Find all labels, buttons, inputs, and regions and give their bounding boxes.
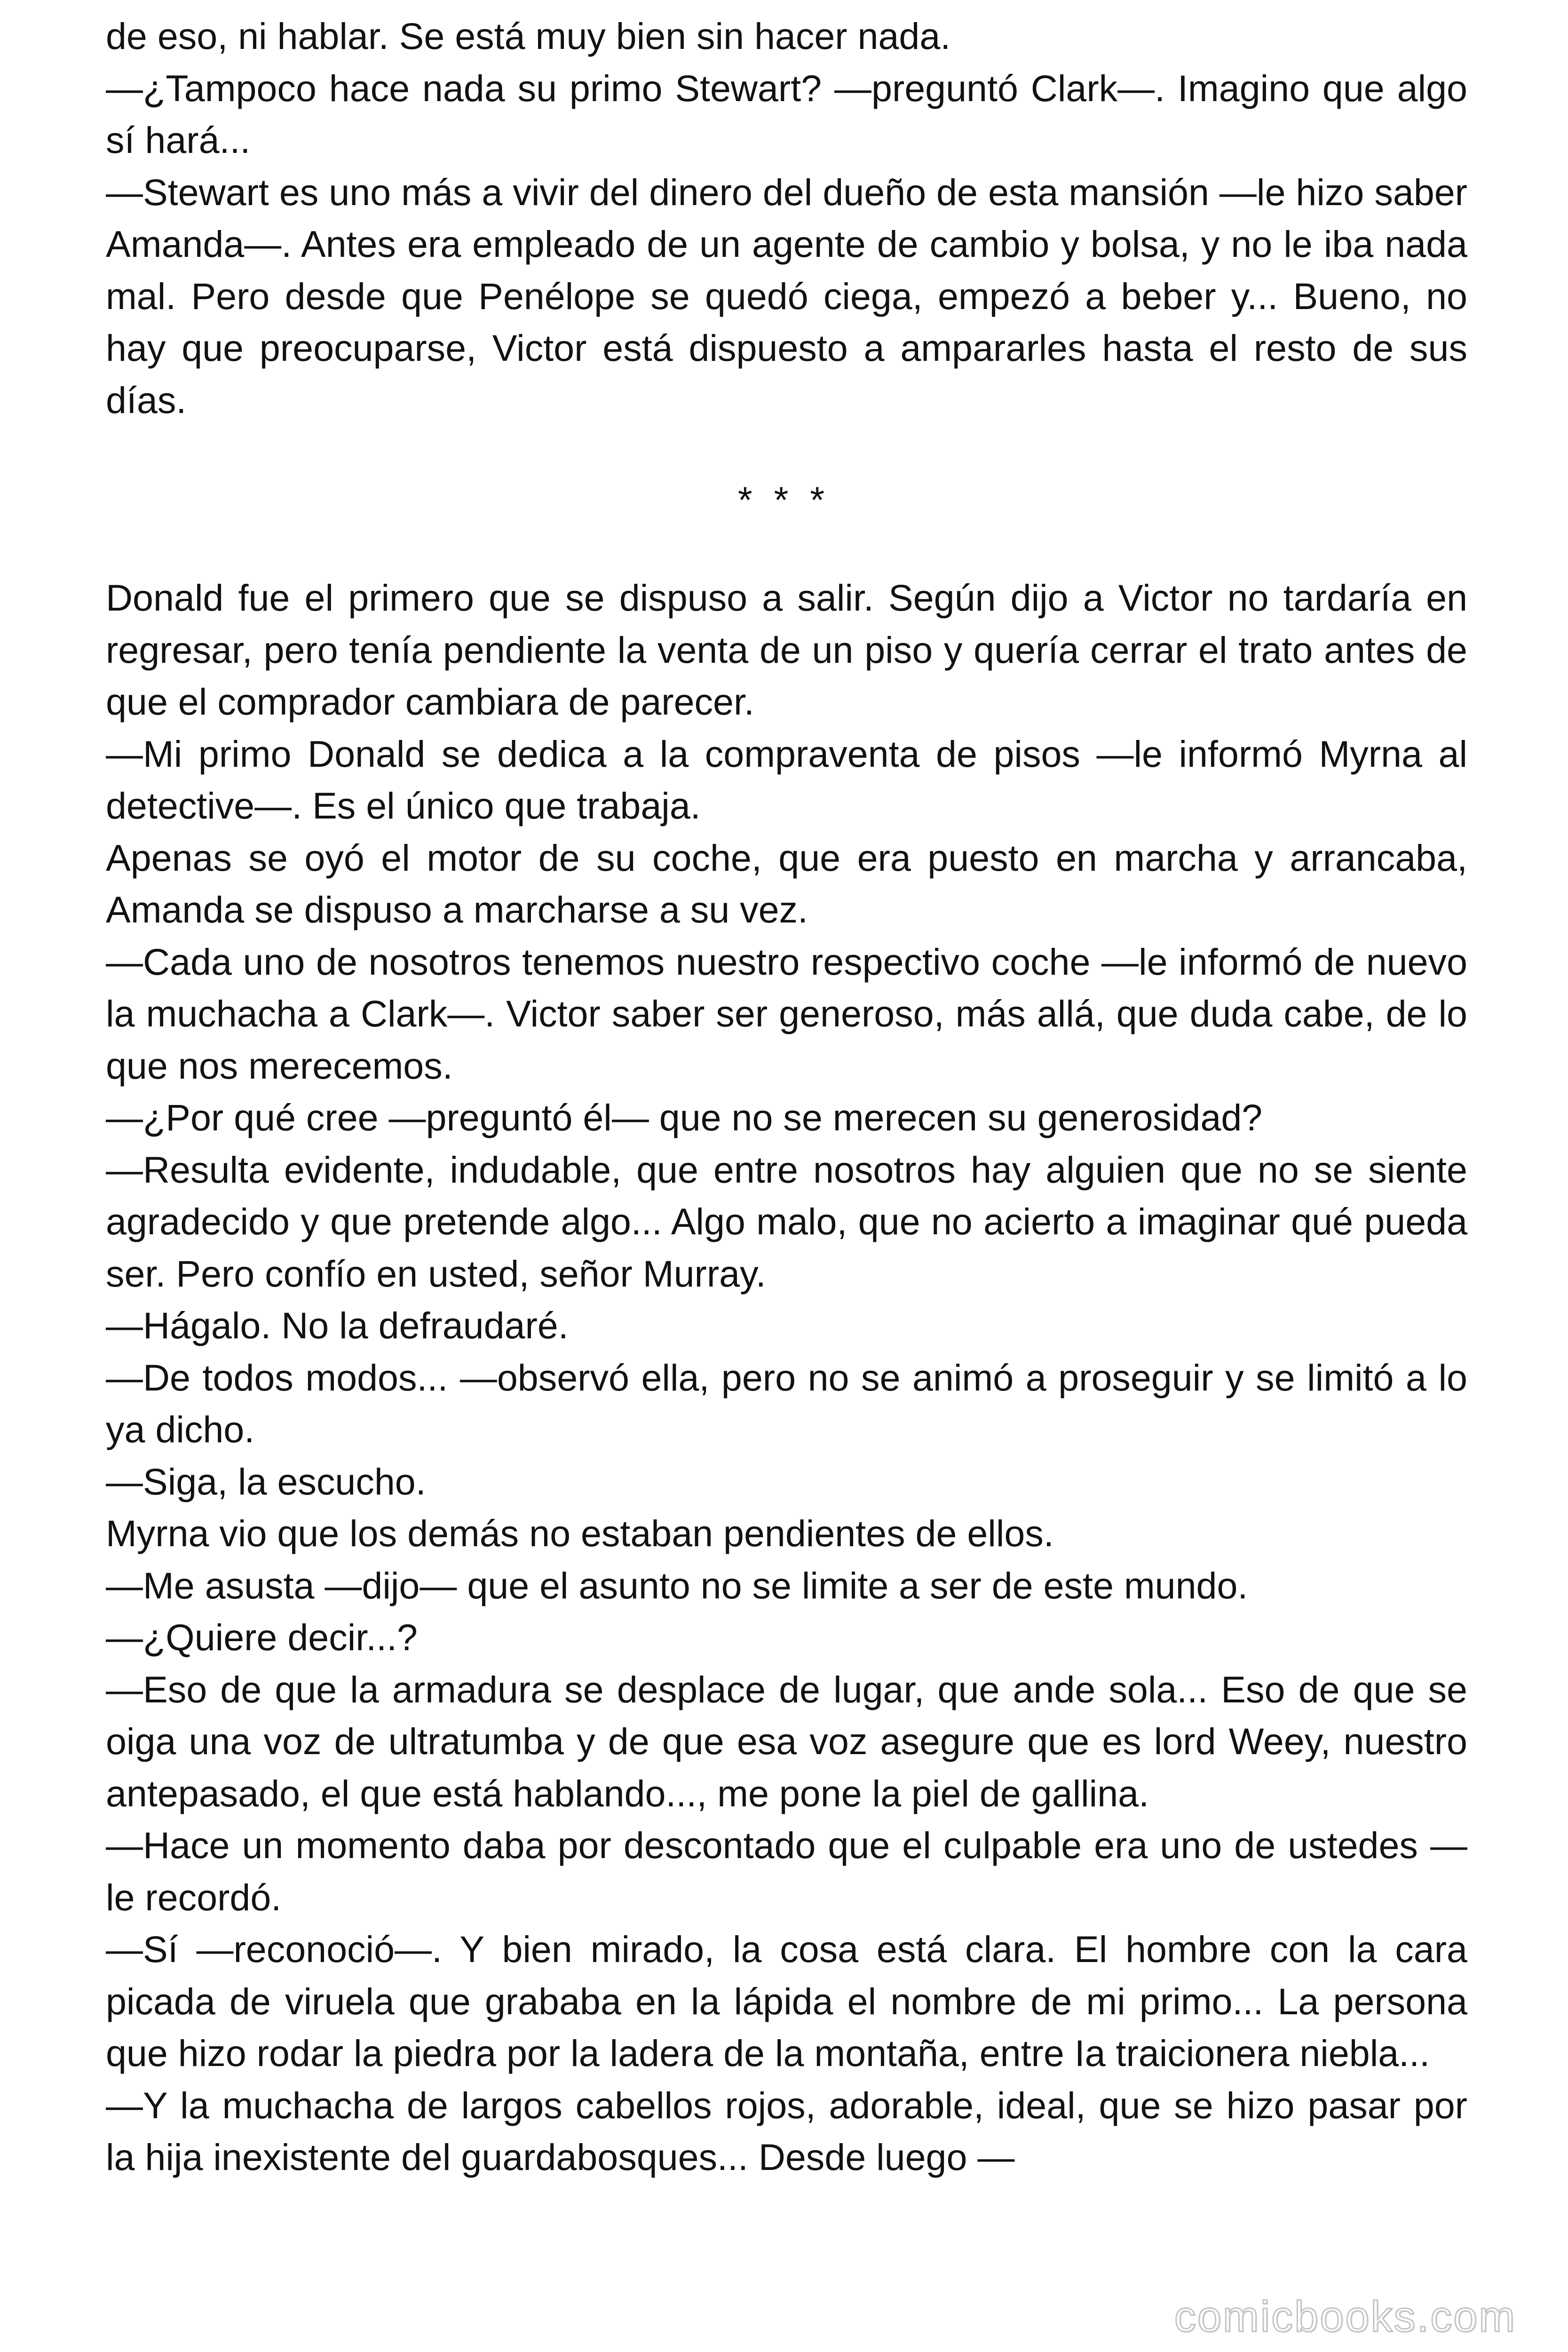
paragraph: —Hace un momento daba por descontado que el culpable era uno de ustedes —le recordó.: [106, 1824, 1467, 1918]
paragraph: —¿Quiere decir...?: [106, 1616, 418, 1658]
paragraph: —De todos modos... —observó ella, pero no se animó a proseguir y se limitó a lo ya dicho.: [106, 1356, 1467, 1450]
paragraph: —Stewart es uno más a vivir del dinero del dueño de esta mansión —le hizo saber Amanda—. Antes era empleado de un agente de cambio y bolsa, y no le iba nada mal. Pero desde que Penélope se quedó ciega, empezó a beber y... Bueno, no hay que preocuparse, Victor está dispuesto a ampararles hasta el resto de sus días.: [106, 171, 1467, 421]
paragraph: —Mi primo Donald se dedica a la compraventa de pisos —le informó Myrna al detective—. Es el único que trabaja.: [106, 732, 1467, 826]
paragraph: —Resulta evidente, indudable, que entre nosotros hay alguien que no se siente agradecido y que pretende algo... Algo malo, que no acierto a imaginar qué pueda ser. Pero confío en usted, señor Murray.: [106, 1148, 1467, 1295]
watermark: comicbooks.com: [1174, 2293, 1516, 2341]
paragraph: —Y la muchacha de largos cabellos rojos, adorable, ideal, que se hizo pasar por la hija inexistente del guardabosques... Desde luego —: [106, 2084, 1467, 2178]
paragraph: de eso, ni hablar. Se está muy bien sin hacer nada.: [106, 15, 951, 57]
paragraph: —Hágalo. No la defraudaré.: [106, 1304, 569, 1346]
text-section-bottom: [106, 572, 1467, 2184]
paragraph: —¿Tampoco hace nada su primo Stewart? —preguntó Clark—. Imagino que algo sí hará...: [106, 67, 1467, 161]
paragraph: —Me asusta —dijo— que el asunto no se limite a ser de este mundo.: [106, 1564, 1248, 1606]
paragraph: Apenas se oyó el motor de su coche, que era puesto en marcha y arrancaba, Amanda se dispuso a marcharse a su vez.: [106, 836, 1467, 930]
paragraph: —Eso de que la armadura se desplace de lugar, que ande sola... Eso de que se oiga una voz de ultratumba y de que esa voz asegure que es lord Weey, nuestro antepasado, el que está hablando..., me pone la piel de gallina.: [106, 1668, 1467, 1814]
paragraph: —Sí —reconoció—. Y bien mirado, la cosa está clara. El hombre con la cara picada de viruela que grababa en la lápida el nombre de mi primo... La persona que hizo rodar la piedra por la ladera de la montaña, entre Ia traicionera niebla...: [106, 1928, 1467, 2074]
paragraph: Donald fue el primero que se dispuso a salir. Según dijo a Victor no tardaría en regresar, pero tenía pendiente la venta de un piso y quería cerrar el trato antes de que el comprador cambiara de parecer.: [106, 577, 1467, 723]
paragraph: Myrna vio que los demás no estaban pendientes de ellos.: [106, 1512, 1054, 1554]
paragraph: —¿Por qué cree —preguntó él— que no se merecen su generosidad?: [106, 1097, 1263, 1138]
text-section-top: [106, 10, 1467, 426]
paragraph: —Siga, la escucho.: [106, 1460, 426, 1502]
paragraph: —Cada uno de nosotros tenemos nuestro respectivo coche —le informó de nuevo la muchacha a Clark—. Victor saber ser generoso, más allá, que duda cabe, de lo que nos merecemos.: [106, 940, 1467, 1087]
section-separator: * * *: [737, 479, 831, 521]
